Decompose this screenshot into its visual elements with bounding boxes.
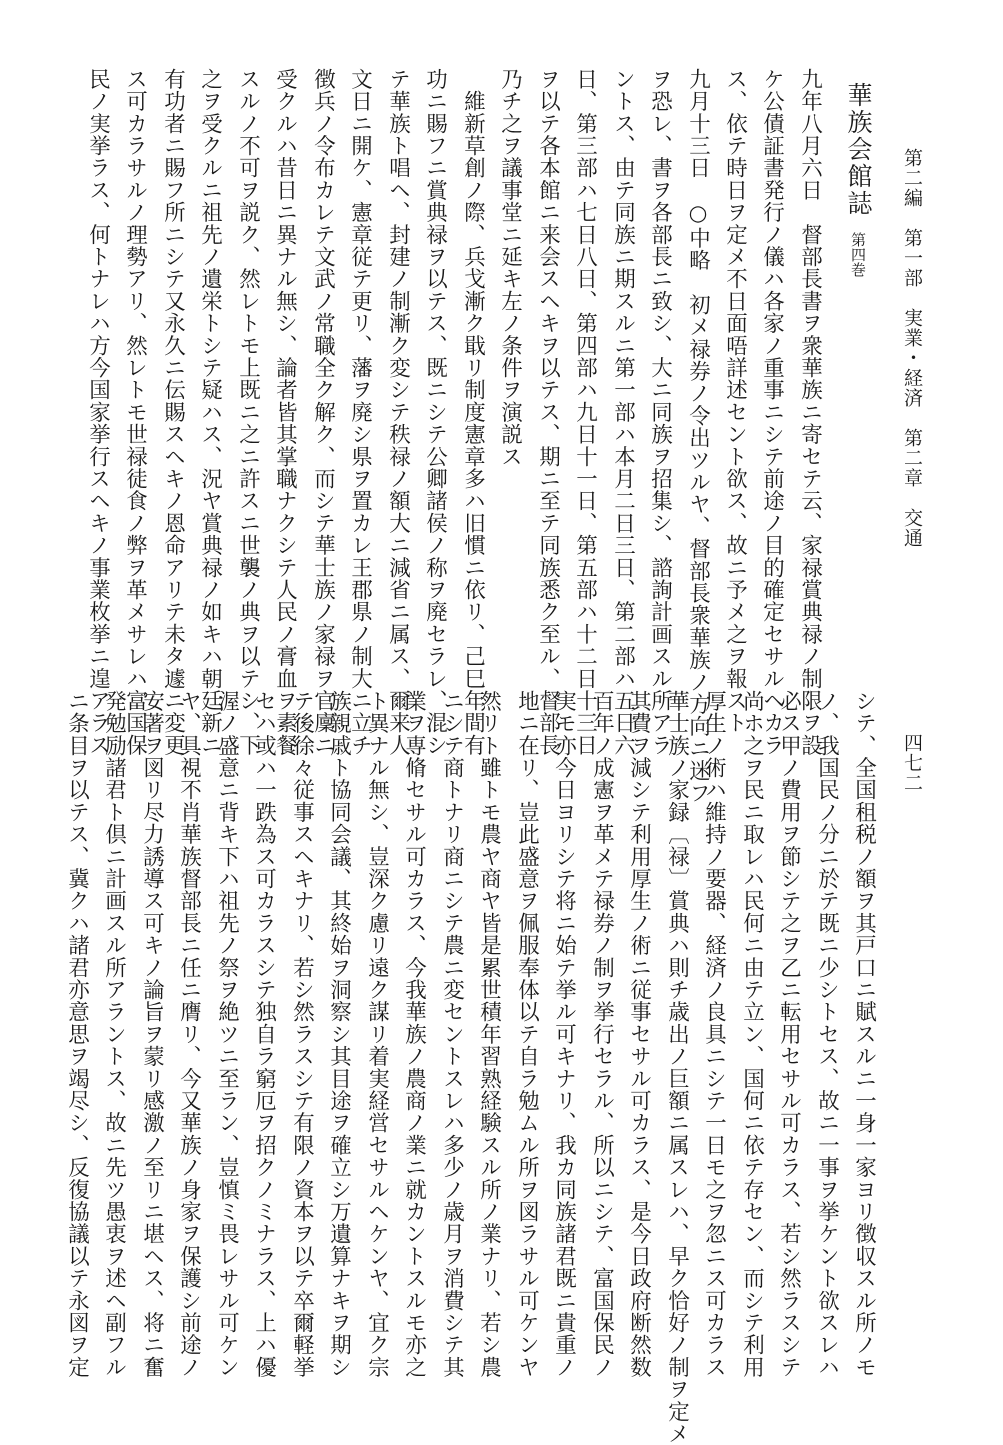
text-column: 文日ニ開ケ、憲章従テ更リ、藩ヲ廃シ県ヲ置カレ王郡県ノ制大ニ立チ [347, 68, 373, 757]
text-column: 安著ヲ図リ尽力誘導ス可キノ論旨ヲ蒙リ感激ノ至リニ堪ヘス、将ニ奮 [139, 690, 165, 1379]
text-column: ノ、我国民ノ分ニ於テ既ニ少シトセス、故ニ一事ヲ挙ケント欲スレハ [814, 690, 840, 1379]
text-column: ケ公債証書発行ノ儀ハ各家ノ重事ニシテ前途ノ目的確定セサルヘカラ [759, 68, 785, 757]
text-column: 必ス甲ノ費用ヲ節シテ之ヲ乙ニ転用セサル可カラス、若シ然ラスシテ [776, 690, 802, 1379]
text-column: 実モ亦今日ヨリシテ将ニ始テ挙ル可キナリ、我カ同族諸君既ニ貴重ノ [551, 690, 577, 1379]
text-column: 日、第三部ハ七日八日、第四部ハ九日十一日、第五部ハ十二日十三日 [572, 68, 598, 757]
text-column: テ華族ト唱ヘ、封建ノ制漸ク変シテ秩禄ノ額大ニ減省ニ属ス、爾来人 [385, 68, 411, 757]
text-column: 其費ヲ減シテ利用厚生ノ術ニ従事セサル可カラス、是今日政府断然数 [626, 690, 652, 1379]
journal-title: 華族会館誌 [844, 82, 873, 217]
text-column: 功ニ賜フニ賞典禄ヲ以テス、既ニシテ公卿諸侯ノ称ヲ廃セラレ、混シ [422, 68, 448, 757]
text-column: ニ条目ヲ以テス、冀クハ諸君亦意思ヲ竭尽シ、反復協議以テ永図ヲ定 [64, 690, 90, 1379]
text-column: 之ヲ受クルニ祖先ノ遺栄トシテ疑ハス、況ヤ賞典禄ノ如キハ朝廷新ニ [197, 68, 223, 757]
text-column: 発勉励諸君ト倶ニ計画スル所アラントス、故ニ先ツ愚衷ヲ述ヘ副フル [101, 690, 127, 1379]
page-number: 四七二 [901, 733, 923, 793]
text-column: 族親戚ト協同会議、其終始ヲ洞察シ其目途ヲ確立シ万遺算ナキヲ期シ [326, 690, 352, 1379]
text-column: 然リト雖トモ農ヤ商ヤ皆是累世積年習熟経験スル所ノ業ナリ、若シ農 [476, 690, 502, 1379]
text-column: ヲ以テ各本館ニ来会スヘキヲ以テス、期ニ至テ同族悉ク至ル、督部長 [535, 68, 561, 757]
text-column: ス、依テ時日ヲ定メ不日面唔詳述セント欲ス、故ニ予メ之ヲ報スト [722, 68, 748, 734]
text-column: 尚ホ之ヲ民ニ取レハ民何ニ由テ立ン、国何ニ依テ存セン、而シテ利用 [739, 690, 765, 1379]
text-column: ニシテ商トナリ商ニシテ農ニ変セントスレハ多少ノ歳月ヲ消費シテ其 [439, 690, 465, 1379]
text-column: 厚生ノ術ハ維持ノ要器、経済ノ良具ニシテ一日モ之ヲ忽ニス可カラス [701, 690, 727, 1379]
text-column: 業ヲ専脩セサル可カラス、今我華族ノ農商ノ業ニ就カントスルモ亦之 [401, 690, 427, 1379]
text-column: 地ニ在リ、豈此盛意ヲ佩服奉体以テ自ラ勉ムル所ヲ図ラサル可ケンヤ [514, 690, 540, 1379]
text-column: テ後徐々従事スヘキナリ、若シ然ラスシテ有限ノ資本ヲ以テ卒爾軽挙 [289, 690, 315, 1379]
text-column: 乃チ之ヲ議事堂ニ延キ左ノ条件ヲ演説ス [497, 68, 523, 468]
text-column: 維新草創ノ際、兵戈漸ク戢リ制度憲章多ハ旧慣ニ依リ、己巳年間有 [460, 68, 486, 757]
text-column: 華士族ノ家録〔禄〕賞典ハ則チ歳出ノ巨額ニ属スレハ、早ク恰好ノ制ヲ定メ [664, 690, 690, 1445]
volume-label: 第四巻 [849, 232, 867, 277]
text-column: ヤ、具視不肖華族督部長ニ任ニ膺リ、今又華族ノ身家ヲ保護シ前途ノ [176, 690, 202, 1379]
text-column: ト異ナル無シ、豈深ク慮リ遠ク謀リ着実経営セサルヘケンヤ、宜ク宗 [364, 690, 390, 1379]
text-column: シテ、全国租税ノ額ヲ其戸口ニ賦スルニ一身一家ヨリ徴収スル所ノモ [851, 690, 877, 1379]
text-column: 有功者ニ賜フ所ニシテ又永久ニ伝賜スヘキノ恩命アリテ未タ遽ニ変更 [160, 68, 186, 757]
text-column: ヲ恐レ、書ヲ各部長ニ致シ、大ニ同族ヲ招集シ、諮詢計画スル所アラ [647, 68, 673, 757]
text-column: ントス、由テ同族ニ期スルニ第一部ハ本月二日三日、第二部ハ五日六 [610, 68, 636, 757]
text-column: 民ノ実挙ラス、何トナレハ方今国家挙行スヘキノ事業枚挙ニ遑アラス [85, 68, 111, 757]
text-column: 渥ノ盛意ニ背キ下ハ祖先ノ祭ヲ絶ツニ至ラン、豈慎ミ畏レサル可ケン [214, 690, 240, 1379]
text-column: セハ或ハ一跌為ス可カラスシテ独自ラ窮厄ヲ招クノミナラス、上ハ優 [251, 690, 277, 1379]
text-column: 百年ノ成憲ヲ革メテ禄券ノ制ヲ挙行セラル、所以ニシテ、富国保民ノ [589, 690, 615, 1379]
running-title: 第二編 第一部 実業・経済 第二章 交通 [901, 148, 923, 548]
text-column: 九年八月六日 督部長書ヲ衆華族ニ寄セテ云、家禄賞典禄ノ制限ヲ設 [797, 68, 823, 757]
text-column: 九月十三日 ○中略 初メ禄券ノ令出ツルヤ、督部長衆華族ノ方向ニ迷フ [685, 68, 711, 805]
text-column: ス可カラサルノ理勢アリ、然レトモ世禄徒食ノ弊ヲ革メサレハ富国保 [122, 68, 148, 757]
text-column: スルノ不可ヲ説ク、然レトモ上既ニ之ニ許スニ世襲ノ典ヲ以テシ、下 [235, 68, 261, 757]
text-column: 受クルハ昔日ニ異ナル無シ、論者皆其掌職ナクシテ人民ノ膏血ヲ素餐 [272, 68, 298, 757]
text-column: 徴兵ノ令布カレテ文武ノ常職全ク解ク、而シテ華士族ノ家禄ヲ官廩ニ [310, 68, 336, 757]
